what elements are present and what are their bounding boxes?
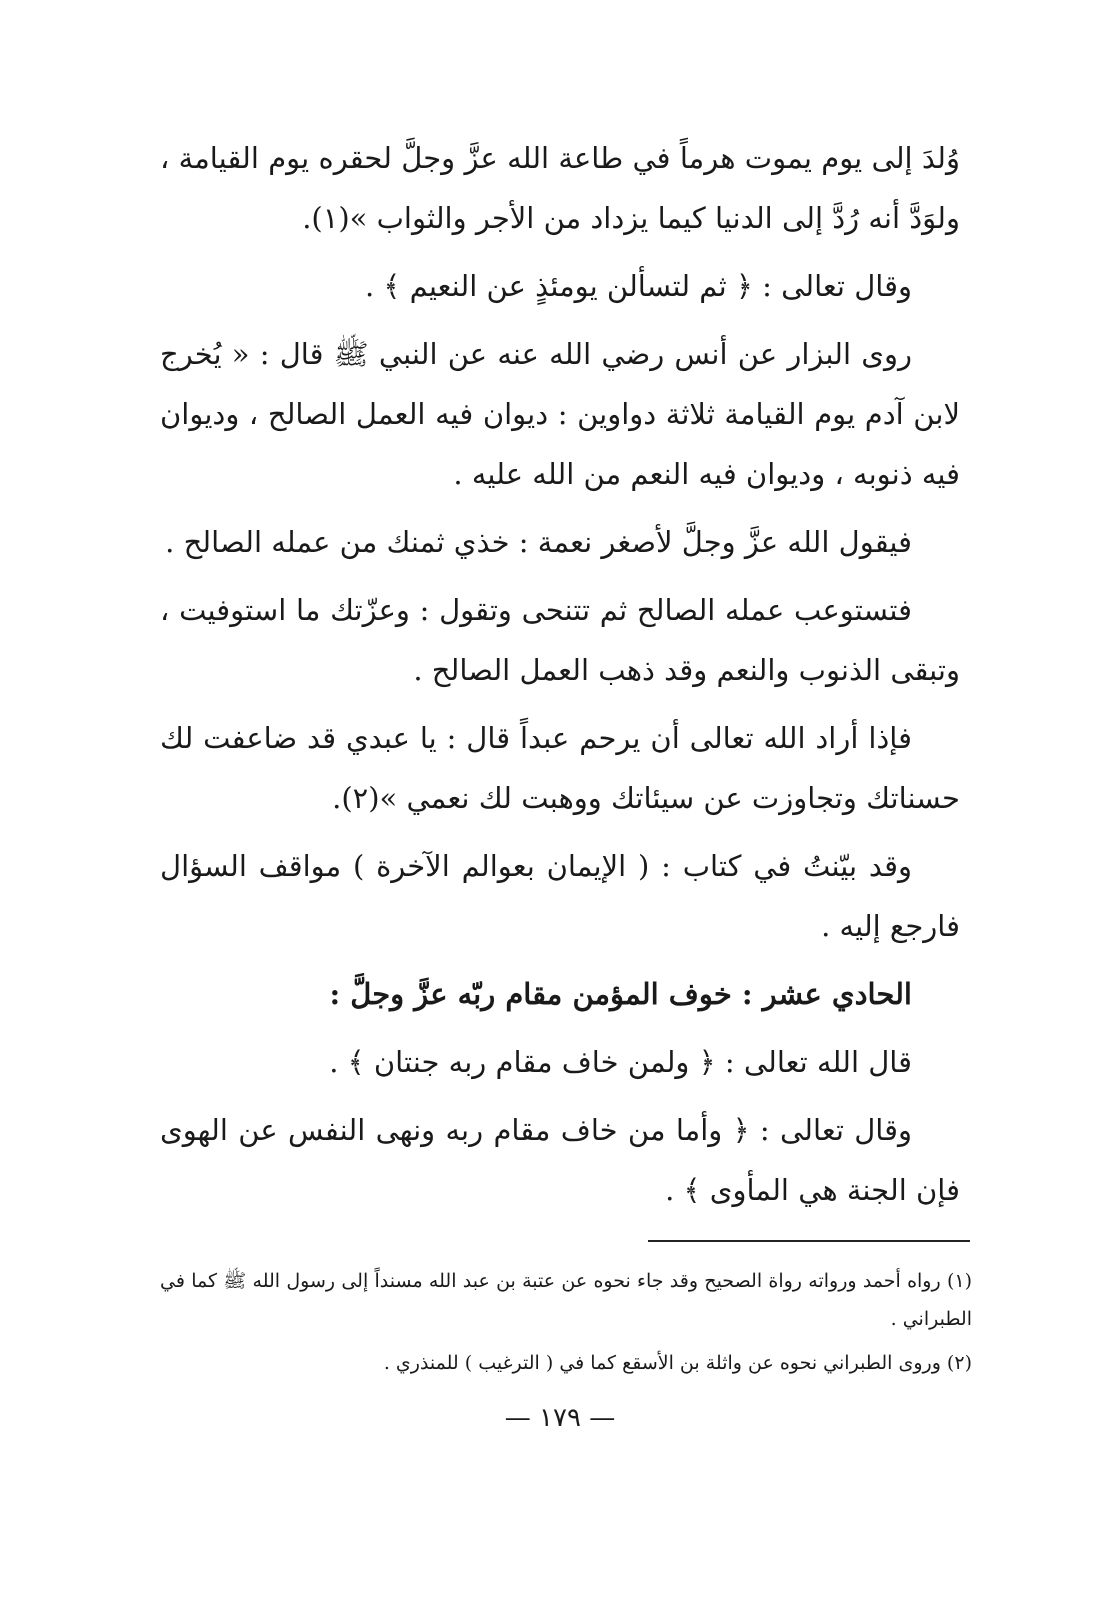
footnotes [160, 1262, 972, 1388]
paragraph-quran-verse-3: وقال تعالى : ﴿ وأما من خاف مقام ربه ونهى النفس عن الهوى فإن الجنة هي المأوى ﴾ . [160, 1113, 960, 1207]
footnote-2: (٢) وروى الطبراني نحوه عن واثلة بن الأسقع كما في ( الترغيب ) للمنذري . [383, 1352, 972, 1374]
paragraph-quran-verse-1: وقال تعالى : ﴿ ثم لتسألن يومئذٍ عن النعيم ﴾ . [364, 269, 912, 303]
footnote-1: (١) رواه أحمد ورواته رواة الصحيح وقد جاء نحوه عن عتبة بن عبد الله مسنداً إلى رسول الله ﷺ كما في الطبراني . [160, 1270, 972, 1330]
section-heading: الحادي عشر : خوف المؤمن مقام ربّه عزَّ وجلَّ : [329, 977, 912, 1011]
main-text [160, 128, 960, 1228]
footnote-divider [648, 1240, 970, 1242]
paragraph-deeds-consumed: فتستوعب عمله الصالح ثم تتنحى وتقول : وعزّتك ما استوفيت ، وتبقى الذنوب والنعم وقد ذهب العمل الصالح . [160, 593, 960, 687]
paragraph-book-reference: وقد بيّنتُ في كتاب : ( الإيمان بعوالم الآخرة ) مواقف السؤال فارجع إليه . [160, 849, 960, 943]
paragraph-continuation: وُلدَ إلى يوم يموت هرماً في طاعة الله عزَّ وجلَّ لحقره يوم القيامة ، ولوَدَّ أنه رُدَّ إلى الدنيا كيما يزداد من الأجر والثواب »(١). [160, 141, 960, 235]
page-number: — ١٧٩ — [504, 1403, 616, 1433]
paragraph-smallest-blessing: فيقول الله عزَّ وجلَّ لأصغر نعمة : خذي ثمنك من عمله الصالح . [165, 525, 912, 559]
paragraph-quran-verse-2: قال الله تعالى : ﴿ ولمن خاف مقام ربه جنتان ﴾ . [329, 1045, 912, 1079]
paragraph-mercy: فإذا أراد الله تعالى أن يرحم عبداً قال : يا عبدي قد ضاعفت لك حسناتك وتجاوزت عن سيئاتك ووهبت لك نعمي »(٢). [160, 721, 960, 815]
paragraph-hadith-bazzar: روى البزار عن أنس رضي الله عنه عن النبي ﷺ قال : « يُخرج لابن آدم يوم القيامة ثلاثة دواوين : ديوان فيه العمل الصالح ، وديوان فيه ذنوبه ، وديوان فيه النعم من الله عليه . [160, 337, 960, 491]
